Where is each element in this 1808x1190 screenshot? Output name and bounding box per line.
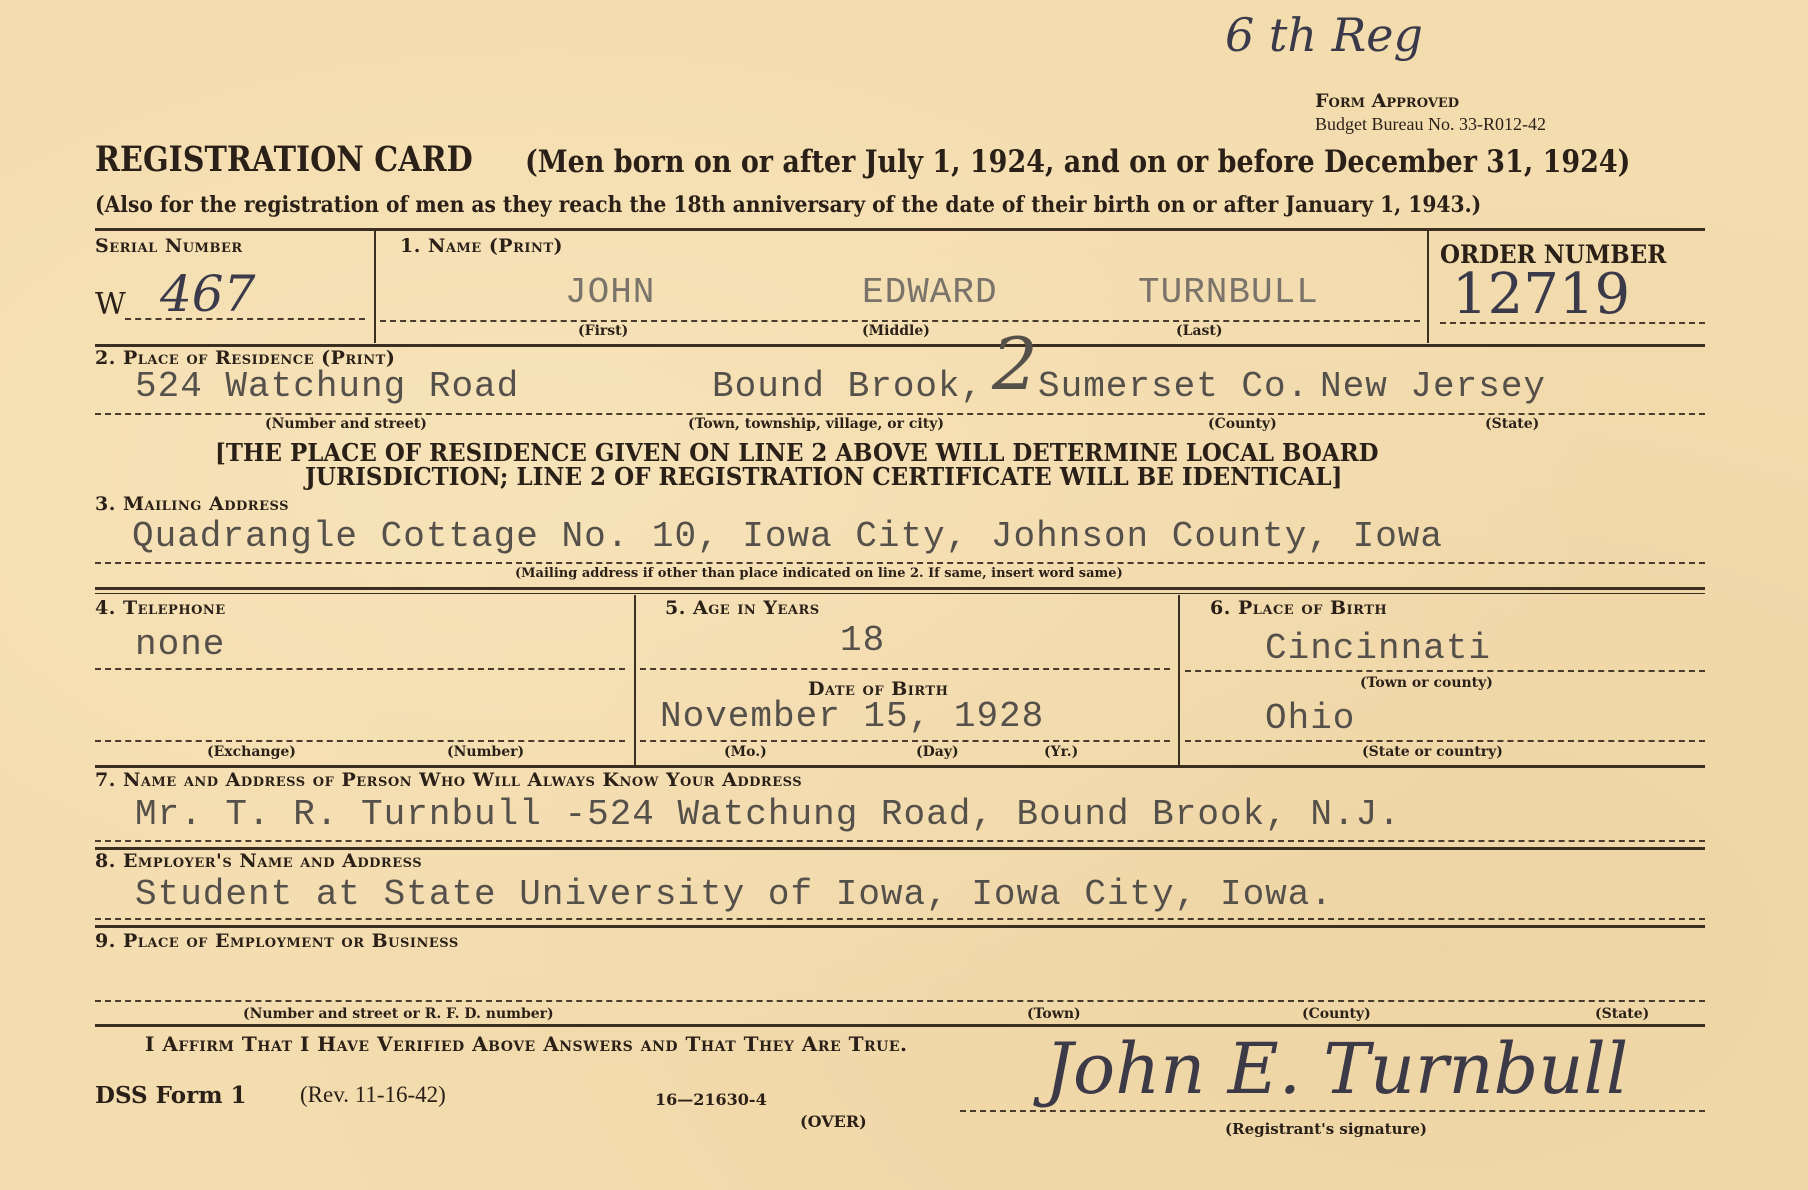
order-value: 12719 (1452, 262, 1631, 327)
birthplace-label: 6. Place of Birth (1210, 597, 1388, 619)
employment-county-caption: (County) (1302, 1006, 1371, 1022)
employment-state-caption: (State) (1595, 1006, 1650, 1022)
card-title-sub: (Men born on or after July 1, 1924, and on or before December 31, 1924) (525, 144, 1631, 180)
dob-month-caption: (Mo.) (724, 744, 767, 760)
name-first: JOHN (565, 272, 656, 313)
birthplace-state: Ohio (1265, 698, 1356, 739)
employer-value: Student at State University of Iowa, Iowa City, Iowa. (135, 874, 1333, 915)
telephone-value: none (135, 624, 226, 665)
dob-year-caption: (Yr.) (1044, 744, 1079, 760)
serial-label: Serial Number (95, 235, 243, 257)
employer-label: 8. Employer's Name and Address (95, 850, 423, 872)
board-note: 2 (992, 322, 1038, 406)
registrant-signature: John E. Turnbull (1045, 1028, 1629, 1110)
jurisdiction-line-1: [THE PLACE OF RESIDENCE GIVEN ON LINE 2 ABOVE WILL DETERMINE LOCAL BOARD (215, 438, 1379, 467)
name-label: 1. Name (Print) (400, 235, 564, 257)
employment-place-label: 9. Place of Employment or Business (95, 930, 459, 952)
telephone-exchange-caption: (Exchange) (207, 744, 296, 760)
mailing-value: Quadrangle Cottage No. 10, Iowa City, Johnson County, Iowa (132, 516, 1444, 557)
residence-state: New Jersey (1320, 366, 1547, 407)
name-last: TURNBULL (1138, 272, 1319, 313)
age-label: 5. Age in Years (665, 597, 820, 619)
dob-day-caption: (Day) (916, 744, 959, 760)
signature-caption: (Registrant's signature) (1225, 1120, 1428, 1138)
corner-note: 6 th Reg (1225, 8, 1423, 62)
contact-label: 7. Name and Address of Person Who Will Always Know Your Address (95, 769, 803, 791)
jurisdiction-line-2: JURISDICTION; LINE 2 OF REGISTRATION CERTIFICATE WILL BE IDENTICAL] (305, 462, 1343, 491)
over-note: (OVER) (800, 1112, 867, 1131)
name-middle-caption: (Middle) (862, 323, 930, 339)
mailing-label: 3. Mailing Address (95, 493, 289, 515)
contact-value: Mr. T. R. Turnbull -524 Watchung Road, Bound Brook, N.J. (135, 794, 1401, 835)
order-label: ORDER NUMBER (1440, 240, 1667, 269)
residence-town-caption: (Town, township, village, or city) (688, 416, 944, 432)
residence-street-caption: (Number and street) (265, 416, 427, 432)
birthplace-state-caption: (State or country) (1362, 744, 1503, 760)
birthplace-town: Cincinnati (1265, 628, 1492, 669)
form-id: DSS Form 1 (95, 1082, 247, 1109)
birthplace-town-caption: (Town or county) (1360, 675, 1493, 691)
serial-prefix: W (95, 287, 126, 322)
affirmation: I Affirm That I Have Verified Above Answers and That They Are True. (145, 1032, 908, 1056)
dob-value: November 15, 1928 (660, 696, 1045, 737)
employment-town-caption: (Town) (1027, 1006, 1081, 1022)
residence-county-caption: (County) (1208, 416, 1277, 432)
budget-bureau: Budget Bureau No. 33-R012-42 (1315, 114, 1546, 134)
residence-state-caption: (State) (1485, 416, 1540, 432)
card-title: REGISTRATION CARD (95, 139, 473, 180)
serial-value: 467 (160, 265, 256, 323)
form-approved: Form Approved (1315, 90, 1460, 112)
name-last-caption: (Last) (1176, 323, 1223, 339)
residence-street: 524 Watchung Road (135, 366, 520, 407)
residence-label: 2. Place of Residence (Print) (95, 347, 396, 369)
telephone-label: 4. Telephone (95, 597, 226, 619)
residence-town: Bound Brook, (712, 366, 984, 407)
card-subtitle: (Also for the registration of men as they reach the 18th anniversary of the date of their birth on or after January 1, 1943.) (95, 192, 1482, 218)
telephone-number-caption: (Number) (447, 744, 525, 760)
dob-label: Date of Birth (808, 678, 949, 700)
name-first-caption: (First) (578, 323, 629, 339)
age-value: 18 (840, 620, 886, 661)
form-revision: (Rev. 11-16-42) (300, 1082, 446, 1107)
name-middle: EDWARD (862, 272, 998, 313)
employment-street-caption: (Number and street or R. F. D. number) (243, 1006, 554, 1022)
residence-county: Sumerset Co. (1038, 366, 1310, 407)
mailing-caption: (Mailing address if other than place indicated on line 2. If same, insert word same) (515, 566, 1123, 581)
print-code: 16—21630-4 (655, 1090, 767, 1109)
